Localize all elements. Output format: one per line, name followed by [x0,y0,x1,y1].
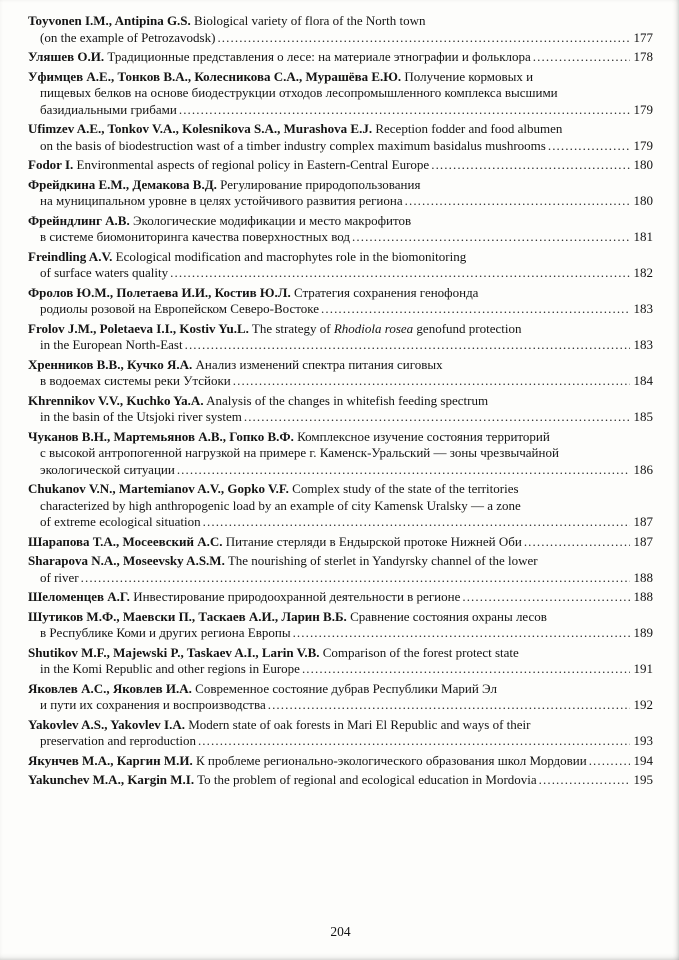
toc-line [28,393,653,410]
entry-text [28,69,533,84]
entry-text [40,514,201,531]
toc-line [28,301,653,318]
toc-line [28,570,653,587]
toc-line [28,772,653,789]
dot-leader [548,138,630,155]
entry-authors: Уфимцев А.Е., Тонков В.А., Колесникова С.А., Мурашёва Е.Ю. [28,68,402,84]
entry-title-text: в системе биомониторинга качества поверхностных вод [40,229,351,244]
entry-text [28,589,460,606]
entry-title-text: The nourishing of sterlet in Yandyrsky channel of the lower [224,553,538,568]
dot-leader [524,534,630,551]
toc-line [28,681,653,698]
toc-line [28,177,653,194]
toc-entry [28,681,653,714]
entry-authors: Шутиков М.Ф., Маевски П., Таскаев А.И., Ларин В.Б. [28,608,347,624]
entry-text [40,625,291,642]
entry-text [28,429,550,444]
toc-entry [28,534,653,551]
entry-title-text: of surface waters quality [40,265,169,280]
entry-title-text: родиолы розовой на Европейском Северо-Востоке [40,301,320,316]
entry-title-text: Получение кормовых и [401,68,534,84]
entry-title-text: пищевых белков на основе биодеструкции отходов лесопромышленного комплекса высшими [40,85,558,100]
entry-text [40,409,242,426]
entry-page-number: 191 [633,661,653,676]
entry-authors: Фрейдкина Е.М., Демакова В.Д. [28,176,217,192]
toc-line [28,265,653,282]
entry-title-text: The strategy of [248,320,334,336]
page-footer [28,924,653,941]
entry-page-number: 182 [633,265,653,280]
dot-leader [244,409,630,426]
entry-title-text: Инвестирование природоохранной деятельности в регионе [129,589,461,604]
toc-entry [28,285,653,318]
toc-line [28,697,653,714]
entry-authors: Яковлев А.С., Яковлев И.А. [28,680,192,696]
entry-authors: Khrennikov V.V., Kuchko Ya.A. [28,392,204,408]
entry-authors: Хренников В.В., Кучко Я.А. [28,356,193,372]
entry-text [40,229,350,246]
toc-line [28,69,653,86]
toc-entry [28,481,653,531]
page-number: 204 [330,923,351,939]
entry-text [28,772,537,789]
entry-authors: Chukanov V.N., Martemianov A.V., Gopko V.F. [28,481,289,496]
entry-page-number: 181 [633,229,653,244]
entry-text [28,321,521,336]
toc-entry [28,13,653,46]
entry-text [28,49,531,66]
entry-text [40,570,79,587]
dot-leader [533,49,630,66]
entry-text [40,102,177,119]
entry-text [28,609,547,624]
entry-title-text: Стратегия сохранения генофонда [290,284,479,300]
entry-authors: Фролов Ю.М., Полетаева И.И., Костив Ю.Л. [28,284,291,300]
toc-line [28,85,653,102]
entry-title-text: в Республике Коми и других региона Европы [40,625,291,640]
entry-text [40,462,175,479]
entry-title-italic: Rhodiola rosea [333,320,414,336]
entry-title-text: in the basin of the Utsjoki river system [40,409,242,424]
entry-authors: Ufimzev A.E., Tonkov V.A., Kolesnikova S.A., Murashova E.J. [28,121,373,136]
entry-text [28,481,519,496]
entry-page-number: 186 [633,461,653,477]
dot-leader [177,462,630,479]
toc-line [28,514,653,531]
entry-authors: Шеломенцев А.Г. [28,589,130,604]
toc-entry [28,357,653,390]
entry-text [40,445,559,460]
entry-text [28,717,530,732]
entry-text [40,661,300,678]
dot-leader [321,301,630,318]
toc-line [28,321,653,338]
entry-title-text: на муниципальном уровне в целях устойчивого развития региона [40,193,403,208]
entry-title-text: Environmental aspects of regional policy in Eastern-Central Europe [73,157,430,172]
entry-authors: Фрейндлинг А.В. [28,212,130,228]
entry-authors: Shutikov M.F., Majewski P., Taskaev A.I., Larin V.B. [28,644,320,660]
entry-page-number: 185 [633,409,653,424]
entry-title-text: Традиционные представления о лесе: на материале этнографии и фольклора [104,49,531,64]
toc-line [28,534,653,551]
dot-leader [462,589,630,606]
entry-page-number: 188 [633,589,653,604]
entry-text [28,393,488,408]
dot-leader [352,229,630,246]
entry-page-number: 194 [633,752,653,768]
dot-leader [302,661,630,678]
entry-text [40,301,319,318]
toc-entry [28,393,653,426]
dot-leader [170,265,630,282]
entry-page-number: 179 [633,101,653,117]
toc-line [28,138,653,155]
entry-title-text: characterized by high anthropogenic load by an example of city Kamensk Uralsky — a zone [40,497,521,513]
entry-text [40,337,183,354]
toc-entry [28,49,653,66]
entry-text [28,177,420,192]
entry-title-text: Экологические модификации и место макрофитов [129,212,412,228]
toc-line [28,553,653,570]
toc-line [28,733,653,750]
entry-page-number: 188 [633,569,653,585]
entry-title-text: и пути их сохранения и воспроизводства [40,697,266,712]
entry-text [28,753,587,770]
entry-text [40,193,403,210]
entry-title-text: экологической ситуации [40,461,175,477]
entry-title-text: Анализ изменений спектра питания сиговых [192,356,443,372]
toc-entry [28,717,653,750]
toc-line [28,589,653,606]
dot-leader [198,733,630,750]
toc-entry [28,249,653,282]
entry-authors: Frolov J.M., Poletaeva I.I., Kostiv Yu.L. [28,320,249,336]
entry-text [28,357,443,372]
toc-line [28,645,653,662]
entry-title-text: К проблеме регионально-экологического образования школ Мордовии [192,752,587,768]
entry-authors: Freindling A.V. [28,248,113,264]
entry-authors: Sharapova N.A., Moseevsky A.S.M. [28,553,225,568]
toc-line [28,609,653,626]
dot-leader [293,625,630,642]
entry-authors: Fodor I. [28,157,74,172]
entry-page-number: 179 [633,137,653,153]
entry-text [28,213,411,228]
entry-page-number: 183 [633,301,653,316]
toc-line [28,462,653,479]
dot-leader [268,697,630,714]
toc-entry [28,177,653,210]
toc-entry [28,609,653,642]
dot-leader [405,193,630,210]
entry-title-text: preservation and reproduction [40,733,196,748]
entry-text [40,373,231,390]
entry-text [40,138,546,155]
entry-page-number: 187 [633,514,653,529]
entry-title-text: in the European North-East [40,337,183,352]
toc-entry [28,213,653,246]
entry-authors: Yakunchev M.A., Kargin M.I. [28,772,195,787]
entry-page-number: 178 [633,49,653,64]
entry-title-text: (on the example of Petrozavodsk) [40,29,216,45]
toc-line [28,429,653,446]
entry-text [28,13,425,28]
entry-title-text: To the problem of regional and ecological education in Mordovia [194,772,537,787]
entry-page-number: 195 [633,772,653,787]
entry-text [40,697,266,714]
entry-page-number: 193 [633,733,653,748]
toc-line [28,213,653,230]
toc-line [28,625,653,642]
entry-title-text: Biological variety of flora of the North town [190,13,426,28]
entry-text [28,645,519,660]
toc-entry [28,429,653,479]
entry-title-text: с высокой антропогенной нагрузкой на примере г. Каменск-Уральский — зоны чрезвычайной [40,445,559,460]
entry-page-number: 189 [633,625,653,640]
dot-leader [431,157,630,174]
dot-leader [179,102,630,119]
entry-title-text: базидиальными грибами [40,101,177,117]
dot-leader [185,337,630,354]
toc-entry [28,157,653,174]
entry-authors: Toyvonen I.M., Antipina G.S. [28,13,191,28]
toc-entry [28,589,653,606]
entry-authors: Yakovlev A.S., Yakovlev I.A. [28,716,185,732]
toc-entry [28,121,653,154]
entry-authors: Чуканов В.Н., Мартемьянов А.В., Гопко В.Ф. [28,428,294,444]
entry-title-text: Complex study of the state of the territories [288,481,519,496]
toc-line [28,157,653,174]
toc-line [28,102,653,119]
entry-title-text: of river [40,569,79,585]
toc-entry [28,772,653,789]
entry-title-text: Питание стерляди в Ендырской протоке Нижней Оби [222,533,522,549]
toc-line [28,229,653,246]
toc-line [28,661,653,678]
entry-title-text: Comparison of the forest protect state [319,644,519,660]
entry-page-number: 184 [633,373,653,388]
entry-title-text: Analysis of the changes in whitefish feeding spectrum [203,392,489,408]
entry-authors: Якунчев М.А., Каргин М.И. [28,752,193,768]
toc-line [28,498,653,515]
dot-leader [217,30,630,47]
entry-title-text: Комплексное изучение состояния территорий [293,428,550,444]
entry-title-text: on the basis of biodestruction wast of a timber industry complex maximum basidalus mushrooms [40,137,546,153]
entry-page-number: 177 [633,29,653,45]
toc-line [28,49,653,66]
toc-line [28,193,653,210]
entry-page-number: 180 [633,193,653,208]
entry-authors: Шарапова Т.А., Мосеевский А.С. [28,533,223,549]
entry-page-number: 187 [633,533,653,549]
toc-entry [28,753,653,770]
entry-page-number: 180 [633,157,653,172]
entry-text [28,157,429,174]
dot-leader [81,570,630,587]
entry-text [40,498,521,513]
entry-text [40,265,168,282]
dot-leader [539,772,630,789]
dot-leader [233,373,630,390]
entry-page-number: 183 [633,337,653,352]
toc-line [28,285,653,302]
toc-entry [28,645,653,678]
entry-title-text: Modern state of oak forests in Mari El Republic and ways of their [184,716,531,732]
toc-line [28,357,653,374]
toc-list [28,13,653,792]
toc-line [28,249,653,266]
toc-line [28,445,653,462]
toc-entry [28,69,653,119]
toc-line [28,337,653,354]
toc-entry [28,553,653,586]
entry-title-text: genofund protection [413,320,522,336]
entry-text [28,249,466,264]
entry-title-text: в водоемах системы реки Утсйоки [40,373,231,388]
dot-leader [589,753,630,770]
entry-text [28,285,478,300]
entry-title-text: in the Komi Republic and other regions in Europe [40,661,300,676]
entry-text [28,681,497,696]
toc-line [28,409,653,426]
toc-line [28,373,653,390]
entry-title-text: Сравнение состояния охраны лесов [346,608,547,624]
toc-entry [28,321,653,354]
entry-page-number: 192 [633,697,653,712]
entry-title-text: Регулирование природопользования [216,176,421,192]
dot-leader [203,514,630,531]
entry-text [28,553,538,568]
entry-title-text: Reception fodder and food albumen [372,121,563,136]
toc-line [28,13,653,30]
entry-authors: Уляшев О.И. [28,49,105,64]
entry-text [40,85,558,100]
toc-line [28,121,653,138]
entry-title-text: Ecological modification and macrophytes role in the biomonitoring [112,248,467,264]
toc-line [28,753,653,770]
toc-line [28,717,653,734]
toc-line [28,30,653,47]
entry-text [28,121,562,136]
entry-text [40,733,196,750]
entry-text [28,534,522,551]
entry-title-text: of extreme ecological situation [40,514,201,529]
toc-line [28,481,653,498]
entry-title-text: Современное состояние дубрав Республики Марий Эл [191,680,497,696]
entry-text [40,30,215,47]
